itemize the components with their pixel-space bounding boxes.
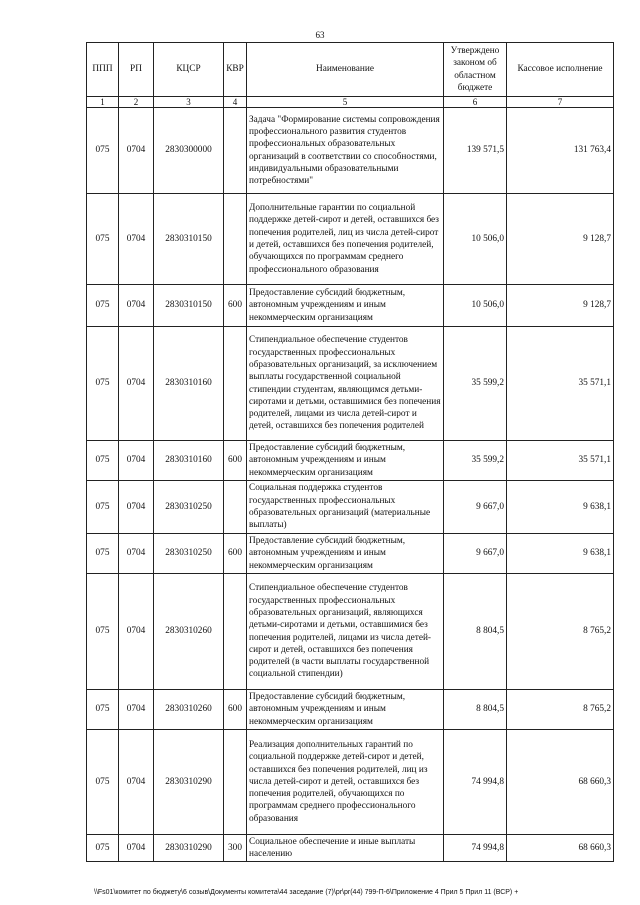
cell-approved: 74 994,8 [444,835,507,862]
cell-approved: 35 599,2 [444,327,507,441]
cell-rp: 0704 [119,835,154,862]
table-row [87,194,614,285]
cell-kcsr: 2830310260 [154,690,224,730]
cell-kcsr: 2830310290 [154,835,224,862]
cell-kvr: 600 [224,534,247,574]
cell-rp: 0704 [119,690,154,730]
cell-name: Дополнительные гарантии по социальной поддержке детей-сирот и детей, оставшихся без попечения родителей, лиц из числа детей-сирот и детей, оставшихся без попечения родителей, обучающихся по программам среднего профессионального образования [247,194,444,285]
cell-ppp: 075 [87,285,119,327]
table-row [87,574,614,690]
cell-cash: 8 765,2 [507,690,614,730]
cell-approved: 8 804,5 [444,574,507,690]
cell-kvr [224,730,247,835]
cell-rp: 0704 [119,730,154,835]
cell-kvr: 600 [224,441,247,481]
cell-kvr: 600 [224,690,247,730]
cell-rp: 0704 [119,441,154,481]
column-number: 5 [247,97,444,108]
column-header-rp: РП [119,43,154,97]
cell-approved: 10 506,0 [444,194,507,285]
cell-cash: 9 128,7 [507,285,614,327]
column-number: 2 [119,97,154,108]
cell-kcsr: 2830310250 [154,481,224,534]
cell-kcsr: 2830310250 [154,534,224,574]
cell-approved: 139 571,5 [444,108,507,194]
cell-cash: 9 638,1 [507,534,614,574]
cell-approved: 35 599,2 [444,441,507,481]
cell-ppp: 075 [87,534,119,574]
cell-name: Предоставление субсидий бюджетным, автономным учреждениям и иным некоммерческим организациям [247,441,444,481]
column-number-row [87,97,614,108]
cell-kvr [224,327,247,441]
cell-kcsr: 2830310260 [154,574,224,690]
cell-ppp: 075 [87,327,119,441]
column-header-name: Наименование [247,43,444,97]
cell-name: Реализация дополнительных гарантий по социальной поддержке детей-сирот и детей, оставшихся без попечения родителей, лиц из числа детей-сирот и детей, оставшихся без попечения родителей, обучающихся по программам среднего профессионального образования [247,730,444,835]
column-number: 7 [507,97,614,108]
cell-kcsr: 2830310150 [154,194,224,285]
column-header-approved: Утверждено законом об областном бюджете [444,43,507,97]
cell-cash: 35 571,1 [507,327,614,441]
cell-approved: 10 506,0 [444,285,507,327]
cell-ppp: 075 [87,481,119,534]
cell-kcsr: 2830310150 [154,285,224,327]
cell-rp: 0704 [119,534,154,574]
table-row [87,481,614,534]
cell-ppp: 075 [87,835,119,862]
table-row [87,835,614,862]
column-number: 3 [154,97,224,108]
column-number: 6 [444,97,507,108]
cell-approved: 9 667,0 [444,481,507,534]
cell-kvr [224,108,247,194]
footer-file-path: \\Fs01\комитет по бюджету\6 созыв\Документы комитета\44 заседание (7)\pr\pr(44) 799-П-6\Приложение 4 Прил 5 Прил 11 (ВСР) + [94,889,519,896]
column-number: 1 [87,97,119,108]
table-row [87,730,614,835]
cell-ppp: 075 [87,194,119,285]
budget-table [86,42,614,862]
cell-rp: 0704 [119,285,154,327]
column-header-kvr: КВР [224,43,247,97]
cell-ppp: 075 [87,574,119,690]
cell-kcsr: 2830300000 [154,108,224,194]
cell-cash: 9 128,7 [507,194,614,285]
cell-ppp: 075 [87,730,119,835]
cell-name: Социальное обеспечение и иные выплаты населению [247,835,444,862]
cell-name: Предоставление субсидий бюджетным, автономным учреждениям и иным некоммерческим организациям [247,285,444,327]
table-row [87,534,614,574]
cell-kvr [224,481,247,534]
column-header-ppp: ППП [87,43,119,97]
cell-name: Стипендиальное обеспечение студентов государственных профессиональных образовательных организаций, являющихся детьми-сиротами и детьми, оставшимися без попечения родителей, лицами из числа детей-сирот и детей, оставшихся без попечения родителей (в части выплаты государственной социальной стипендии) [247,574,444,690]
cell-ppp: 075 [87,441,119,481]
cell-name: Стипендиальное обеспечение студентов государственных профессиональных образовательных организаций, за исключением выплаты государственной социальной стипендии студентам, являющимся детьми-сиротами и детьми, оставшимися без попечения родителей, лицами из числа детей-сирот и детей, оставшихся без попечения родителей [247,327,444,441]
cell-kvr: 300 [224,835,247,862]
table-row [87,441,614,481]
cell-cash: 35 571,1 [507,441,614,481]
header-row [87,43,614,97]
column-header-cash: Кассовое исполнение [507,43,614,97]
cell-rp: 0704 [119,574,154,690]
table-row [87,327,614,441]
cell-ppp: 075 [87,690,119,730]
column-number: 4 [224,97,247,108]
table-row [87,285,614,327]
cell-approved: 8 804,5 [444,690,507,730]
cell-kvr: 600 [224,285,247,327]
cell-kcsr: 2830310290 [154,730,224,835]
cell-cash: 9 638,1 [507,481,614,534]
cell-approved: 9 667,0 [444,534,507,574]
page-number: 63 [315,30,325,40]
table-row [87,690,614,730]
cell-name: Предоставление субсидий бюджетным, автономным учреждениям и иным некоммерческим организациям [247,690,444,730]
cell-approved: 74 994,8 [444,730,507,835]
cell-rp: 0704 [119,327,154,441]
column-header-kcsr: КЦСР [154,43,224,97]
cell-kcsr: 2830310160 [154,441,224,481]
cell-cash: 8 765,2 [507,574,614,690]
cell-cash: 68 660,3 [507,835,614,862]
cell-name: Предоставление субсидий бюджетным, автономным учреждениям и иным некоммерческим организациям [247,534,444,574]
cell-rp: 0704 [119,108,154,194]
cell-kvr [224,194,247,285]
cell-name: Социальная поддержка студентов государственных профессиональных образовательных организаций (материальные выплаты) [247,481,444,534]
cell-rp: 0704 [119,481,154,534]
cell-ppp: 075 [87,108,119,194]
cell-rp: 0704 [119,194,154,285]
cell-name: Задача "Формирование системы сопровождения профессионального развития студентов профессиональных образовательных организаций в соответствии со способностями, индивидуальными образовательными потребностями" [247,108,444,194]
cell-cash: 68 660,3 [507,730,614,835]
cell-kvr [224,574,247,690]
cell-kcsr: 2830310160 [154,327,224,441]
cell-cash: 131 763,4 [507,108,614,194]
table-row [87,108,614,194]
